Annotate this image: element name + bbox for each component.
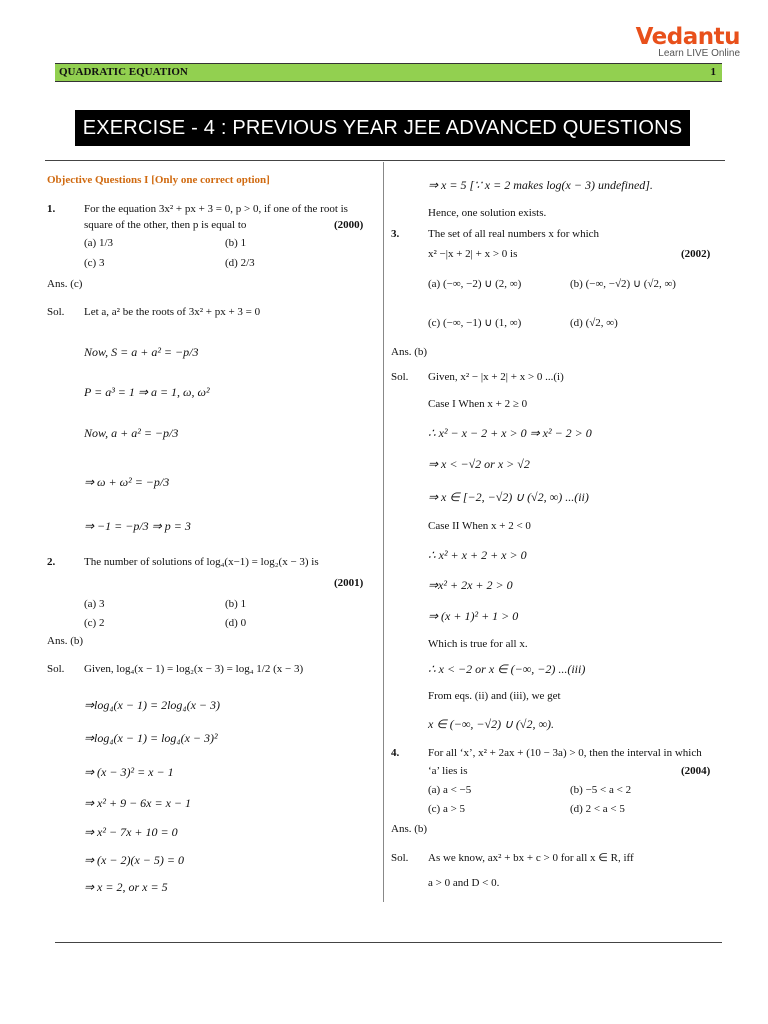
q1-sol-label: Sol.	[47, 306, 65, 318]
brand-name: Vedantu	[635, 24, 740, 50]
q3-sol-line8: ⇒x² + 2x + 2 > 0	[428, 578, 513, 592]
q4-line2: ‘a’ lies is	[428, 765, 468, 777]
q3-option-b: (b) (−∞, −√2) ∪ (√2, ∞)	[570, 278, 676, 290]
q1-line2: square of the other, then p is equal to	[84, 219, 247, 231]
q3-year: (2002)	[681, 248, 711, 260]
q1-sol-line4: Now, a + a² = −p/3	[84, 426, 179, 440]
q2-number: 2.	[47, 556, 56, 568]
q1-sol-line5: ⇒ ω + ω² = −p/3	[84, 475, 170, 489]
q2-sol-line7: ⇒ (x − 2)(x − 5) = 0	[84, 853, 184, 867]
q1-number: 1.	[47, 203, 56, 215]
q3-line1: The set of all real numbers x for which	[428, 228, 600, 240]
q2-sol-line4: ⇒ (x − 3)² = x − 1	[84, 765, 174, 779]
q1-sol-line6: ⇒ −1 = −p/3 ⇒ p = 3	[84, 519, 191, 533]
q1-sol-line2: Now, S = a + a² = −p/3	[84, 345, 199, 359]
q4-option-a: (a) a < −5	[428, 784, 472, 796]
q3-sol-label: Sol.	[391, 371, 409, 383]
q3-option-c: (c) (−∞, −1) ∪ (1, ∞)	[428, 317, 522, 329]
q3-sol-line3: ∴ x² − x − 2 + x > 0 ⇒ x² − 2 > 0	[428, 426, 592, 440]
q3-sol-line5: ⇒ x ∈ [−2, −√2) ∪ (√2, ∞) ...(ii)	[428, 490, 589, 504]
q1-option-a: (a) 1/3	[84, 237, 114, 249]
q2-answer: Ans. (b)	[47, 635, 84, 647]
q3-option-d: (d) (√2, ∞)	[570, 317, 618, 329]
q3-sol-line11: ∴ x < −2 or x ∈ (−∞, −2) ...(iii)	[428, 662, 586, 676]
q3-sol-line6: Case II When x + 2 < 0	[428, 520, 531, 532]
q2-option-a: (a) 3	[84, 598, 105, 610]
q1-answer: Ans. (c)	[47, 278, 83, 290]
chapter-header-bar	[55, 63, 722, 82]
q2-year: (2001)	[334, 577, 364, 589]
q3-sol-line1: Given, x² − |x + 2| + x > 0 ...(i)	[428, 371, 564, 383]
section-heading: Objective Questions I [Only one correct option]	[47, 174, 270, 186]
page-number: 1	[710, 66, 716, 78]
q1-sol-line1: Let a, a² be the roots of 3x² + px + 3 = 0	[84, 306, 261, 318]
brand-tagline: Learn LIVE Online	[658, 48, 740, 59]
top-rule	[45, 160, 725, 161]
q4-year: (2004)	[681, 765, 711, 777]
q3-sol-line10: Which is true for all x.	[428, 638, 528, 650]
q2-sol-label: Sol.	[47, 663, 65, 675]
q2-option-b: (b) 1	[225, 598, 247, 610]
q3-option-a: (a) (−∞, −2) ∪ (2, ∞)	[428, 278, 522, 290]
q3-sol-line2: Case I When x + 2 ≥ 0	[428, 398, 528, 410]
q3-sol-line9: ⇒ (x + 1)² + 1 > 0	[428, 609, 519, 623]
q4-sol-line2: a > 0 and D < 0.	[428, 877, 500, 889]
q4-option-d: (d) 2 < a < 5	[570, 803, 625, 815]
q1-sol-line3: P = a³ = 1 ⇒ a = 1, ω, ω²	[84, 385, 210, 399]
q2-sol-line8: ⇒ x = 2, or x = 5	[84, 880, 168, 894]
q1-option-b: (b) 1	[225, 237, 247, 249]
q3-sol-line13: x ∈ (−∞, −√2) ∪ (√2, ∞).	[428, 717, 555, 731]
q1-line1: For the equation 3x² + px + 3 = 0, p > 0, if one of the root is	[84, 203, 348, 215]
exercise-banner: EXERCISE - 4 : PREVIOUS YEAR JEE ADVANCED QUESTIONS	[75, 110, 690, 146]
q2-option-d: (d) 0	[225, 617, 247, 629]
q2-conclusion: ⇒ x = 5 [∵ x = 2 makes log(x − 3) undefined].	[428, 178, 653, 192]
q3-line2: x² −|x + 2| + x > 0 is	[428, 248, 518, 260]
q2-sol-line5: ⇒ x² + 9 − 6x = x − 1	[84, 796, 192, 810]
q2-line1: The number of solutions of log₄(x−1) = log₂(x − 3) is	[84, 556, 319, 568]
q4-option-c: (c) a > 5	[428, 803, 466, 815]
q4-sol-label: Sol.	[391, 852, 409, 864]
q1-year: (2000)	[334, 219, 364, 231]
q4-line1: For all ‘x’, x² + 2ax + (10 − 3a) > 0, then the interval in which	[428, 747, 702, 759]
q2-sol-line1: Given, log₄(x − 1) = log₂(x − 3) = log₄ 1/2 (x − 3)	[84, 663, 304, 675]
q4-option-b: (b) −5 < a < 2	[570, 784, 632, 796]
q4-sol-line1: As we know, ax² + bx + c > 0 for all x ∈ R, iff	[428, 852, 634, 864]
q3-sol-line7: ∴ x² + x + 2 + x > 0	[428, 548, 527, 562]
q3-number: 3.	[391, 228, 400, 240]
q1-option-c: (c) 3	[84, 257, 105, 269]
q3-sol-line12: From eqs. (ii) and (iii), we get	[428, 690, 561, 702]
q2-sol-line6: ⇒ x² − 7x + 10 = 0	[84, 825, 178, 839]
q3-answer: Ans. (b)	[391, 346, 428, 358]
bottom-rule	[55, 942, 722, 943]
q2-sol-line3: ⇒log₄(x − 1) = log₄(x − 3)²	[84, 731, 218, 745]
q4-number: 4.	[391, 747, 400, 759]
column-divider	[383, 162, 384, 902]
q3-sol-line4: ⇒ x < −√2 or x > √2	[428, 457, 530, 471]
q2-option-c: (c) 2	[84, 617, 105, 629]
q4-answer: Ans. (b)	[391, 823, 428, 835]
q2-sol-line2: ⇒log₄(x − 1) = 2log₄(x − 3)	[84, 698, 220, 712]
chapter-title: QUADRATIC EQUATION	[59, 66, 188, 78]
q2-summary: Hence, one solution exists.	[428, 207, 547, 219]
vedantu-logo	[630, 24, 740, 59]
q1-option-d: (d) 2/3	[225, 257, 255, 269]
